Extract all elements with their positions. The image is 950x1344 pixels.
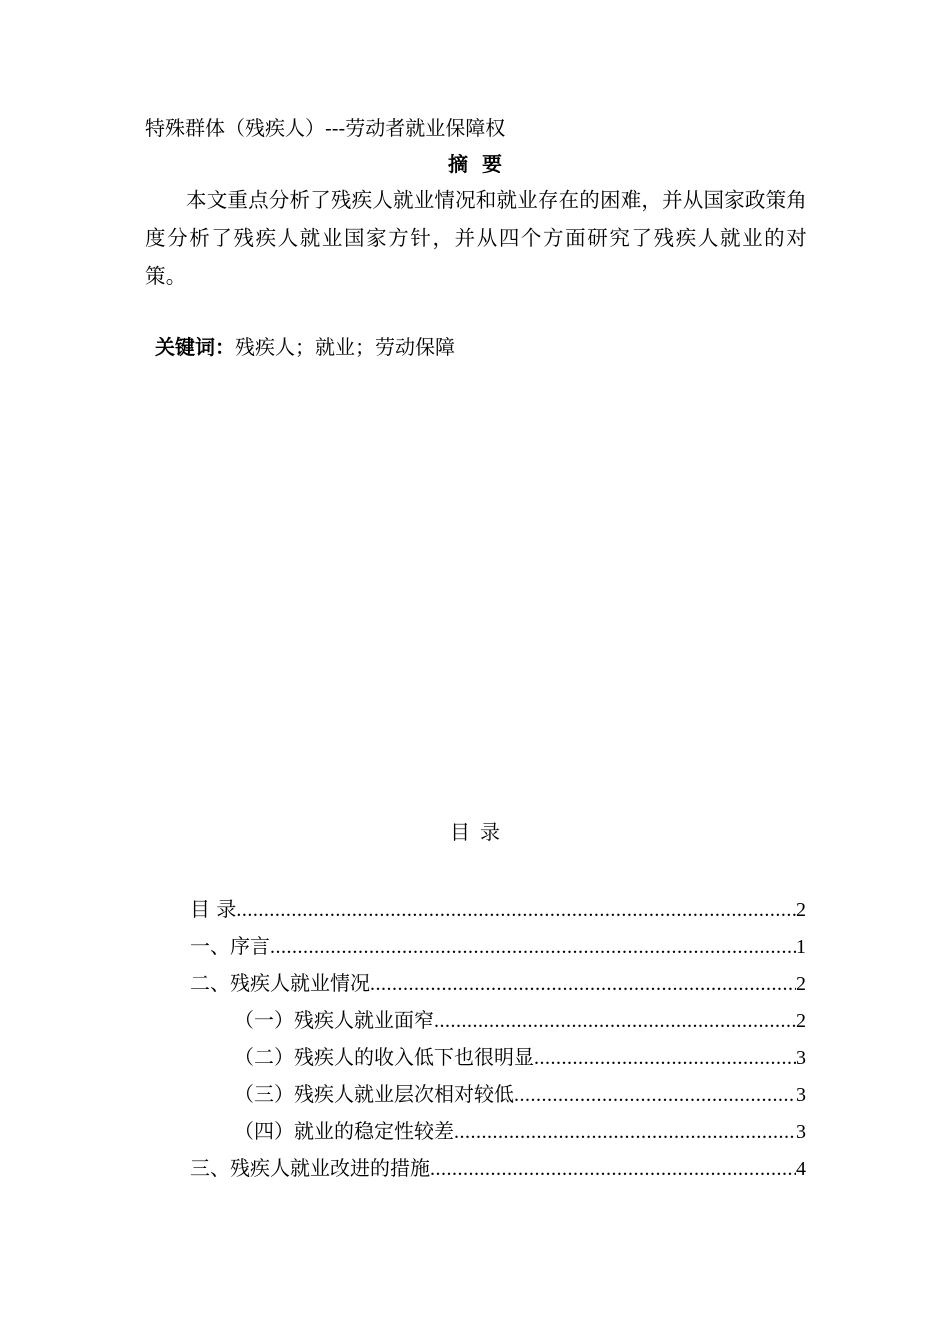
toc-page-number: 1 xyxy=(796,936,806,958)
toc-entry-label: （三）残疾人就业层次相对较低 xyxy=(234,1082,514,1106)
toc-dot-leader xyxy=(534,1040,796,1077)
toc-page-number: 3 xyxy=(796,1084,806,1106)
toc-dot-leader xyxy=(236,892,796,929)
toc-entry-label: 二、残疾人就业情况 xyxy=(190,971,370,995)
toc-dot-leader xyxy=(270,929,796,966)
toc-entry-narrow-scope[interactable] xyxy=(190,1002,806,1039)
toc-entry-preface[interactable] xyxy=(190,928,806,965)
toc-entry-poor-stability[interactable] xyxy=(190,1113,806,1150)
toc-page-number: 2 xyxy=(796,973,806,995)
toc-page-number: 3 xyxy=(796,1047,806,1069)
table-of-contents xyxy=(190,891,806,1187)
toc-entry-employment-situation[interactable] xyxy=(190,965,806,1002)
toc-entry-label: （一）残疾人就业面窄 xyxy=(234,1008,434,1032)
toc-page-number: 3 xyxy=(796,1121,806,1143)
toc-entry-contents[interactable] xyxy=(190,891,806,928)
toc-page-number: 4 xyxy=(796,1158,806,1180)
document-title: 特殊群体（残疾人）---劳动者就业保障权 xyxy=(145,116,506,140)
toc-dot-leader xyxy=(454,1114,796,1151)
toc-entry-low-income[interactable] xyxy=(190,1039,806,1076)
toc-entry-label: （四）就业的稳定性较差 xyxy=(234,1119,454,1143)
abstract-heading: 摘要 xyxy=(448,152,516,176)
toc-entry-low-level[interactable] xyxy=(190,1076,806,1113)
toc-entry-label: 目 录 xyxy=(190,897,237,921)
toc-entry-label: （二）残疾人的收入低下也很明显 xyxy=(234,1045,534,1069)
toc-dot-leader xyxy=(434,1003,796,1040)
keywords-value: 残疾人；就业；劳动保障 xyxy=(235,335,455,359)
toc-heading: 目录 xyxy=(450,820,510,844)
toc-entry-label: 三、残疾人就业改进的措施 xyxy=(190,1156,430,1180)
keywords-line xyxy=(155,333,455,361)
toc-page-number: 2 xyxy=(796,1010,806,1032)
toc-dot-leader xyxy=(430,1151,796,1188)
toc-dot-leader xyxy=(514,1077,796,1114)
toc-dot-leader xyxy=(370,966,796,1003)
keywords-label: 关键词： xyxy=(155,335,235,359)
abstract-body: 本文重点分析了残疾人就业情况和就业存在的困难，并从国家政策角度分析了残疾人就业国家方针，并从四个方面研究了残疾人就业的对策。 xyxy=(145,188,807,288)
toc-entry-improvement-measures[interactable] xyxy=(190,1150,806,1187)
toc-page-number: 2 xyxy=(796,899,806,921)
toc-entry-label: 一、序言 xyxy=(190,934,270,958)
